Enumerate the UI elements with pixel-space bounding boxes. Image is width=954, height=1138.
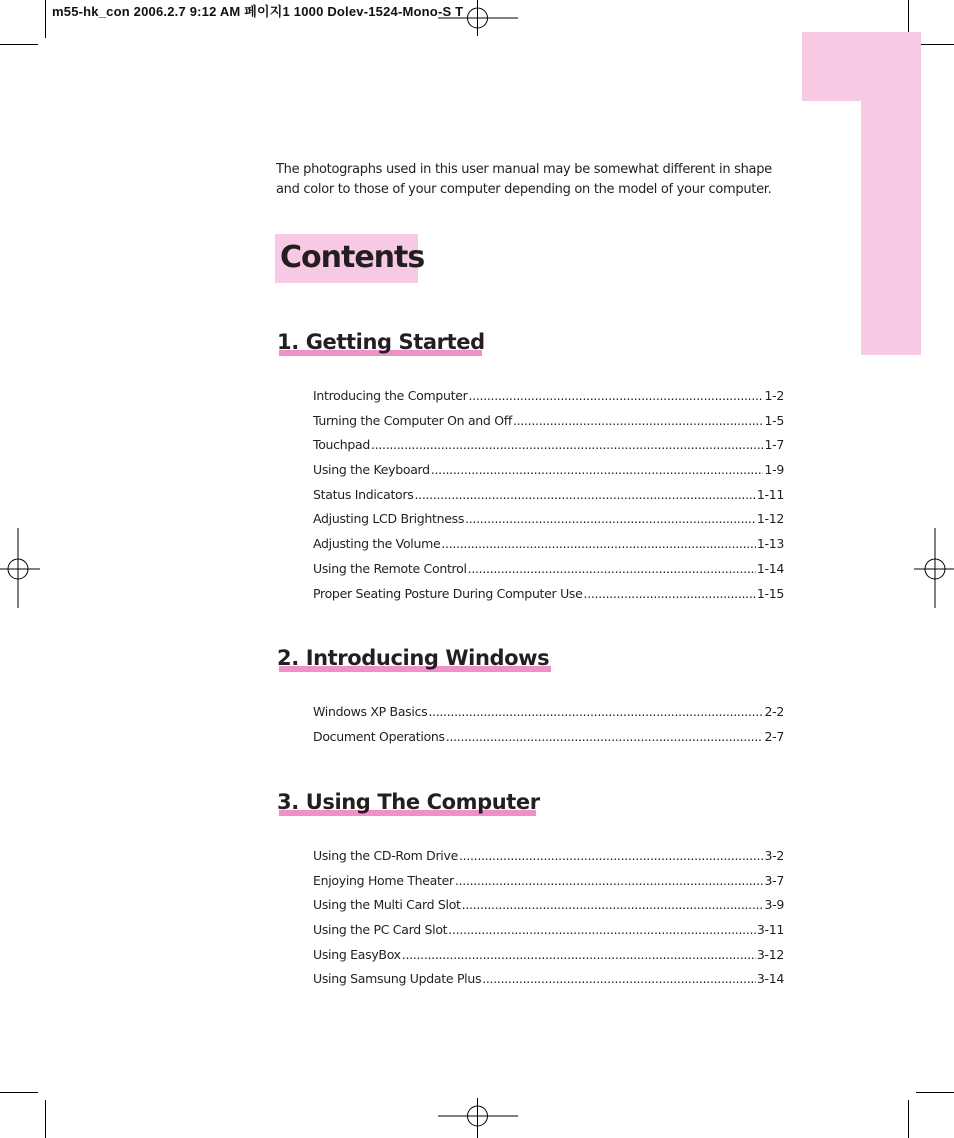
toc-entry[interactable]: Using Samsung Update Plus ..... 3-14	[313, 971, 784, 996]
toc-entry[interactable]: Adjusting LCD Brightness ..... 1-12	[313, 511, 784, 536]
toc-entry[interactable]: Using the PC Card Slot ..... 3-11	[313, 922, 784, 947]
registration-mark-right-icon	[914, 528, 954, 608]
toc-entry[interactable]: Using the Remote Control ..... 1-14	[313, 561, 784, 586]
dot-leader	[446, 729, 764, 744]
section-heading-introducing-windows: 2. Introducing Windows	[277, 646, 550, 670]
dot-leader	[448, 922, 756, 937]
dot-leader	[428, 704, 763, 719]
dot-leader	[465, 511, 756, 526]
dot-leader	[482, 971, 756, 986]
toc-entry[interactable]: Enjoying Home Theater ..... 3-7	[313, 873, 784, 898]
toc-entry[interactable]: Using the CD-Rom Drive ..... 3-2	[313, 848, 784, 873]
intro-paragraph: The photographs used in this user manual may be somewhat different in shape and color to those of your computer depending on the model of your computer.	[276, 162, 772, 197]
dot-leader	[459, 848, 764, 863]
toc-entry[interactable]: Proper Seating Posture During Computer Use ..... 1-15	[313, 586, 784, 611]
dot-leader	[462, 897, 764, 912]
crop-mark-bottom-left-v	[45, 1100, 46, 1138]
section-heading-using-the-computer: 3. Using The Computer	[277, 790, 540, 814]
crop-mark-top-left-v	[45, 0, 46, 38]
page-title: Contents	[280, 240, 425, 275]
dot-leader	[455, 873, 764, 888]
dot-leader	[414, 487, 755, 502]
section-heading-getting-started: 1. Getting Started	[277, 330, 485, 354]
crop-mark-bottom-right-v	[908, 1100, 909, 1138]
toc-list-using-the-computer	[313, 848, 784, 996]
registration-mark-top-icon	[438, 0, 518, 36]
dot-leader	[441, 536, 755, 551]
toc-entry[interactable]: Using the Multi Card Slot ..... 3-9	[313, 897, 784, 922]
print-slug: m55-hk_con 2006.2.7 9:12 AM 페이지1 1000 Dolev-1524-Mono-S T	[52, 4, 464, 19]
crop-mark-bottom-left-h	[0, 1092, 38, 1093]
registration-mark-left-icon	[0, 528, 40, 608]
crop-mark-bottom-right-h	[916, 1092, 954, 1093]
toc-entry[interactable]: Document Operations ..... 2-7	[313, 729, 784, 754]
toc-entry[interactable]: Using EasyBox ..... 3-12	[313, 947, 784, 972]
crop-mark-top-right-h	[916, 44, 954, 45]
toc-entry[interactable]: Status Indicators ..... 1-11	[313, 487, 784, 512]
toc-list-introducing-windows	[313, 704, 784, 753]
dot-leader	[402, 947, 756, 962]
dot-leader	[431, 462, 764, 477]
dot-leader	[371, 437, 763, 452]
crop-mark-top-left-h	[0, 44, 38, 45]
dot-leader	[584, 586, 756, 601]
dot-leader	[468, 561, 756, 576]
toc-entry[interactable]: Using the Keyboard ..... 1-9	[313, 462, 784, 487]
toc-entry[interactable]: Adjusting the Volume ..... 1-13	[313, 536, 784, 561]
toc-entry[interactable]: Touchpad ..... 1-7	[313, 437, 784, 462]
toc-entry[interactable]: Turning the Computer On and Off ..... 1-5	[313, 413, 784, 438]
registration-mark-bottom-icon	[438, 1098, 518, 1138]
dot-leader	[468, 388, 763, 403]
toc-list-getting-started	[313, 388, 784, 610]
dot-leader	[513, 413, 763, 428]
toc-entry[interactable]: Introducing the Computer ..... 1-2	[313, 388, 784, 413]
chapter-tab-side	[861, 32, 921, 355]
toc-entry[interactable]: Windows XP Basics ..... 2-2	[313, 704, 784, 729]
